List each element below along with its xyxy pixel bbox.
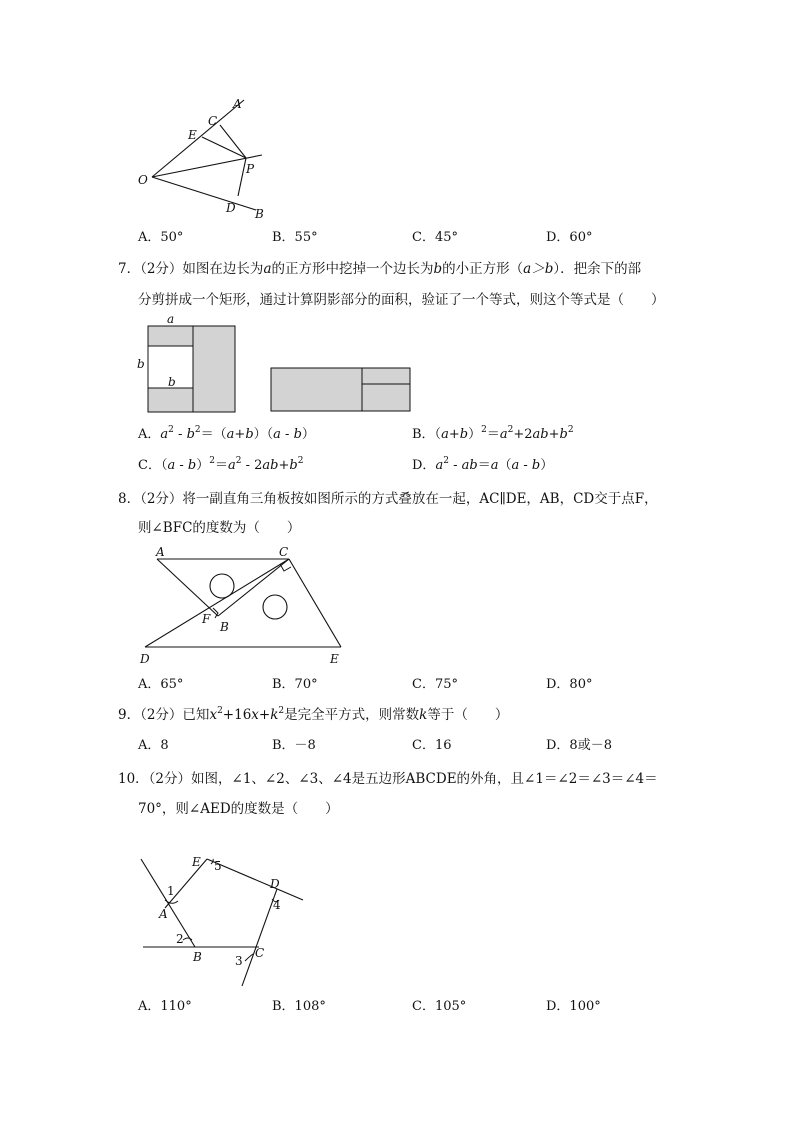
q8-point-D: D [140,652,150,666]
q10-angle-2: 2 [176,932,184,946]
q6-option-d[interactable]: D．60° [546,230,593,245]
q6-option-c[interactable]: C．45° [412,230,458,245]
q7-option-d[interactable]: D．$a^2 - ab=a(a - b)$ [412,456,554,473]
q6-option-a[interactable]: A．50° [138,230,184,245]
q10-option-a[interactable]: A．110° [138,999,192,1014]
q10-point-C: C [255,946,265,960]
q6-point-A: A [233,97,242,111]
q8-option-a[interactable]: A．65° [138,677,184,692]
q6-point-D: D [226,201,236,215]
q8-option-c[interactable]: C．75° [412,677,458,692]
q6-point-P: P [246,162,255,176]
q9-option-c[interactable]: C．16 [412,738,452,753]
q10-angle-1: 1 [167,884,175,898]
q10-point-D: D [270,877,280,891]
q10-point-E: E [192,855,201,869]
q10-point-A: A [159,907,168,921]
q7-option-b[interactable]: B．$(a+b)^2=a^2+2ab+b^2$ [412,425,574,442]
q7-label-a: a [167,312,175,326]
q7-option-a[interactable]: A．$a^2 - b^2=(a+b)(a - b)$ [138,425,315,442]
q7-label-b-inner: b [168,375,176,389]
q8-point-F: F [202,612,211,626]
q10-stem-line2: 70°，则∠AED的度数是（ ） [138,801,339,817]
q10-angle-4: 4 [273,898,281,912]
q10-point-B: B [193,950,202,964]
q8-option-d[interactable]: D．80° [546,677,593,692]
q7-stem-line2: 分剪拼成一个矩形，通过计算阴影部分的面积，验证了一个等式，则这个等式是（ ） [138,292,665,308]
q7-option-c[interactable]: C．$(a - b)^2=a^2 - 2ab+b^2$ [138,456,304,473]
q10-stem-line1: 10．（2分）如图，∠1、∠2、∠3、∠4是五边形ABCDE的外角，且∠1＝∠2＝∠3＝∠4＝ [118,771,658,787]
q7-figure [134,312,424,422]
q7-stem-line1: 7．（2分）如图在边长为a的正方形中挖掉一个边长为b的小正方形（a＞b）．把余下的部 [118,261,642,277]
q6-point-C: C [208,114,218,128]
q9-option-b[interactable]: B．－8 [272,738,316,753]
q9-option-a[interactable]: A．8 [138,738,169,753]
q10-angle-3: 3 [235,954,243,968]
q8-point-C: C [279,545,289,559]
q7-label-b-left: b [137,357,145,371]
q8-point-B: B [220,620,229,634]
q8-option-b[interactable]: B．70° [272,677,318,692]
q8-point-E: E [330,652,339,666]
q8-stem-line2: 则∠BFC的度数为（ ） [138,520,301,536]
q10-option-d[interactable]: D．100° [546,999,601,1014]
q8-figure [132,540,362,670]
q8-point-A: A [156,545,165,559]
q10-option-c[interactable]: C．105° [412,999,467,1014]
q8-stem-line1: 8．（2分）将一副直角三角板按如图所示的方式叠放在一起，AC∥DE，AB，CD交于点F， [118,491,658,507]
q6-point-E: E [188,128,197,142]
q9-option-d[interactable]: D．8或－8 [546,738,612,753]
q10-option-b[interactable]: B．108° [272,999,326,1014]
q6-option-b[interactable]: B．55° [272,230,318,245]
q6-point-O: O [138,173,148,187]
q10-figure [135,848,315,993]
q6-figure [130,92,280,222]
q10-angle-5: 5 [214,859,222,873]
q6-point-B: B [255,207,264,221]
q9-stem: 9．（2分）已知$x^2+16x+k^2$是完全平方式，则常数k等于（ ） [118,706,509,723]
